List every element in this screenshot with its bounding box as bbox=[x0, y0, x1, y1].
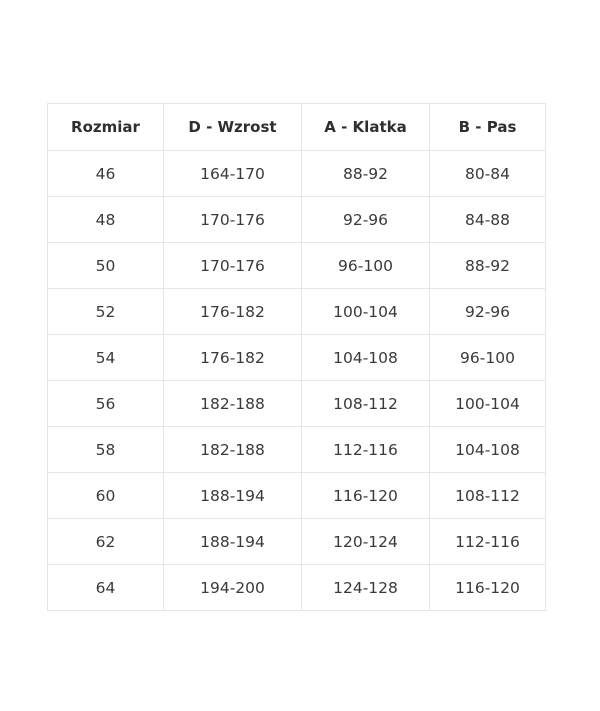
cell-size: 58 bbox=[48, 427, 164, 473]
cell-waist: 116-120 bbox=[430, 565, 546, 611]
cell-waist: 100-104 bbox=[430, 381, 546, 427]
cell-size: 48 bbox=[48, 197, 164, 243]
table-row bbox=[48, 427, 546, 473]
cell-size: 64 bbox=[48, 565, 164, 611]
cell-chest: 108-112 bbox=[302, 381, 430, 427]
cell-chest: 88-92 bbox=[302, 151, 430, 197]
cell-chest: 104-108 bbox=[302, 335, 430, 381]
cell-size: 56 bbox=[48, 381, 164, 427]
cell-height: 182-188 bbox=[164, 381, 302, 427]
cell-waist: 108-112 bbox=[430, 473, 546, 519]
table-row bbox=[48, 289, 546, 335]
cell-height: 170-176 bbox=[164, 243, 302, 289]
cell-size: 50 bbox=[48, 243, 164, 289]
cell-height: 164-170 bbox=[164, 151, 302, 197]
table-row bbox=[48, 335, 546, 381]
table-row bbox=[48, 197, 546, 243]
cell-chest: 124-128 bbox=[302, 565, 430, 611]
header-size: Rozmiar bbox=[48, 104, 164, 151]
cell-height: 176-182 bbox=[164, 335, 302, 381]
cell-size: 60 bbox=[48, 473, 164, 519]
table-row bbox=[48, 243, 546, 289]
cell-chest: 96-100 bbox=[302, 243, 430, 289]
table-row bbox=[48, 473, 546, 519]
cell-size: 46 bbox=[48, 151, 164, 197]
header-height: D - Wzrost bbox=[164, 104, 302, 151]
cell-chest: 100-104 bbox=[302, 289, 430, 335]
cell-size: 54 bbox=[48, 335, 164, 381]
cell-height: 176-182 bbox=[164, 289, 302, 335]
cell-height: 194-200 bbox=[164, 565, 302, 611]
cell-height: 188-194 bbox=[164, 473, 302, 519]
cell-waist: 80-84 bbox=[430, 151, 546, 197]
table-row bbox=[48, 519, 546, 565]
table-row bbox=[48, 381, 546, 427]
table-header-row bbox=[48, 104, 546, 151]
cell-waist: 92-96 bbox=[430, 289, 546, 335]
cell-height: 170-176 bbox=[164, 197, 302, 243]
cell-waist: 104-108 bbox=[430, 427, 546, 473]
cell-height: 188-194 bbox=[164, 519, 302, 565]
cell-height: 182-188 bbox=[164, 427, 302, 473]
cell-chest: 112-116 bbox=[302, 427, 430, 473]
cell-chest: 116-120 bbox=[302, 473, 430, 519]
table-row bbox=[48, 565, 546, 611]
cell-chest: 92-96 bbox=[302, 197, 430, 243]
cell-size: 52 bbox=[48, 289, 164, 335]
header-waist: B - Pas bbox=[430, 104, 546, 151]
size-chart-table bbox=[47, 103, 546, 611]
cell-waist: 96-100 bbox=[430, 335, 546, 381]
cell-waist: 88-92 bbox=[430, 243, 546, 289]
cell-waist: 112-116 bbox=[430, 519, 546, 565]
cell-waist: 84-88 bbox=[430, 197, 546, 243]
cell-size: 62 bbox=[48, 519, 164, 565]
header-chest: A - Klatka bbox=[302, 104, 430, 151]
cell-chest: 120-124 bbox=[302, 519, 430, 565]
table-row bbox=[48, 151, 546, 197]
